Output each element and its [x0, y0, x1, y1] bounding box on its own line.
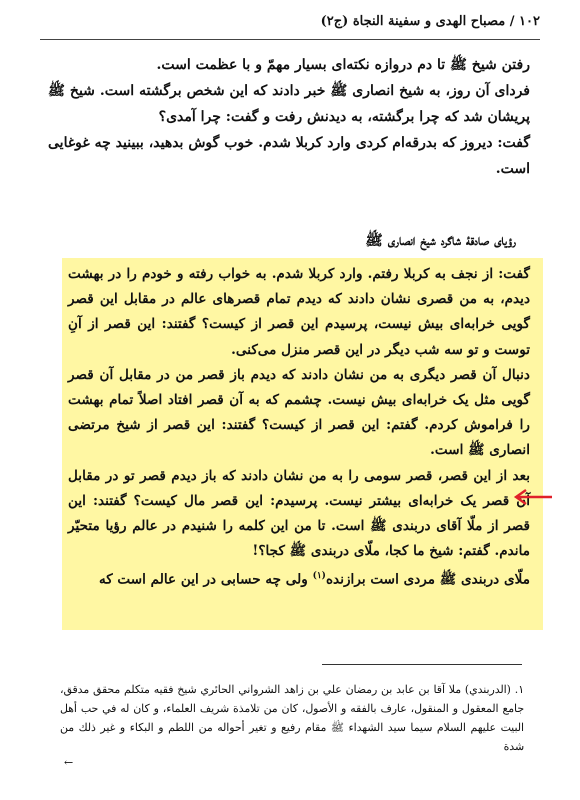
page-header	[40, 14, 540, 38]
paragraph-text: ملّای دربندی ﷺ مردی است برازنده	[325, 571, 530, 588]
paragraph: رفتن شیخ ﷺ تا دم دروازه نکته‌ای بسیار مهمّ و با عظمت است.	[156, 57, 530, 73]
continuation-arrow: ←	[64, 756, 74, 769]
paragraph: دنبال آن قصر دیگری به من نشان دادند که دیدم باز قصر من در مقابل آن قصر گویی مثل یک خرابه‌ای بیش نیست. چشمم که به آن قصر افتاد اصلاً تمام بهشت را فراموش کردم. گفتم: این قصر از کیست؟ گفتند: این قصر از شیخ مرتضی انصاری ﷺ است.	[68, 366, 530, 459]
paragraph-tail: ولی چه حسابی در این عالم است که	[98, 571, 313, 588]
paragraph: گفت: از نجف به کربلا رفتم. وارد کربلا شدم. به خواب رفته و خودم را در بهشت دیدم، به من قصری نشان دادند که دیدم تمام قصرهای عالم در مقابل این قصر گویی خرابه‌ای بیش نیست، پرسیدم این قصر از کیست؟ گفتند: این قصر از آنِ توست و تو سه شب دیگر در این قصر منزل می‌کنی.	[68, 266, 530, 358]
highlighted-text	[68, 262, 530, 593]
footnote	[60, 680, 524, 756]
paragraph	[68, 564, 530, 593]
paragraph: بعد از این قصر، قصر سومی را به من نشان دادند که باز دیدم قصر تو در مقابل آن قصر یک خرابه‌ای بیشتر نیست. پرسیدم: این قصر مال کیست؟ گفتند: این قصر از ملّا آقای دربندی ﷺ است. تا من این کلمه را شنیدم در عالم رؤیا متحیّر ماندم. گفتم: شیخ ما کجا، ملّای دربندی ﷺ کجا؟!	[68, 467, 530, 560]
header-divider	[40, 39, 540, 40]
section-heading: رؤیای صادقۀ شاگرد شیخ انصاری ﷺ	[365, 232, 516, 249]
paragraph: فردای آن روز، به شیخ انصاری ﷺ خبر دادند که این شخص برگشته است. شیخ ﷺ پریشان شد که چرا برگشته، به دیدنش رفت و گفت: چرا آمدی؟	[48, 83, 530, 125]
red-arrow-icon	[512, 488, 554, 506]
footnote-text: ١. (الدربندي) ملا آقا بن عابد بن رمضان علي بن زاهد الشرواني الحائري شيخ فقيه متكلم محقق مدقق، جامع المعقول و المنقول، عارف بالفقه و الأصول، كان من تلامذة شريف العلماء، و كان له في حب أهل البيت عليهم السلام سيما سيد الشهداء ﷺ مقام رفيع و تغير أحواله من اللطم و البكاء و غير ذلك من شدة	[60, 683, 524, 753]
page-number: ١٠٢	[519, 14, 540, 29]
footnote-divider	[322, 664, 522, 665]
header-separator: /	[509, 14, 515, 29]
intro-text	[48, 52, 530, 182]
footnote-marker: (١)	[312, 571, 326, 582]
paragraph: گفت: دیروز که بدرقه‌ام کردی وارد کربلا شدم. خوب گوش بدهید، ببینید چه غوغایی است.	[48, 135, 530, 177]
book-title: مصباح الهدى و سفينة النجاة (ج٢)	[320, 14, 506, 29]
